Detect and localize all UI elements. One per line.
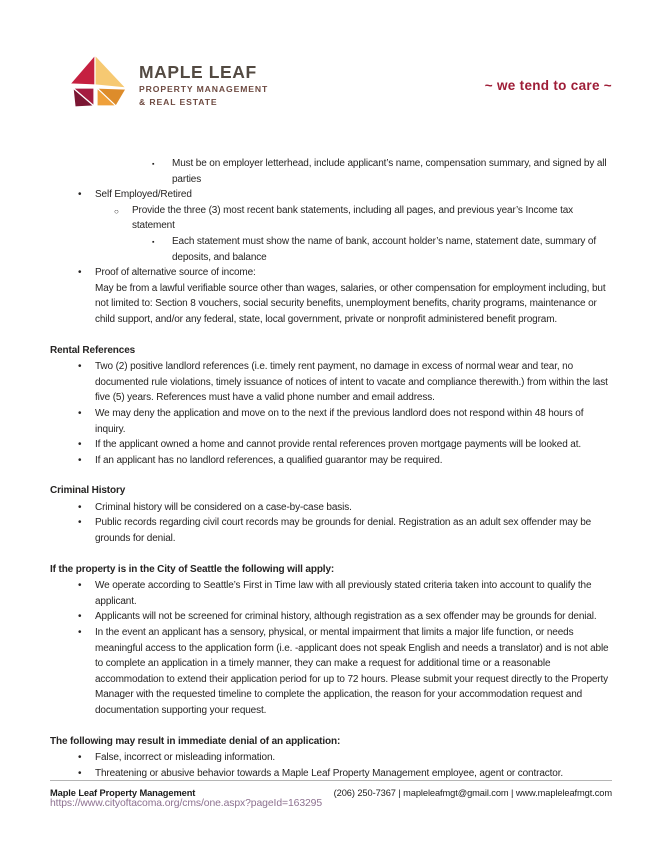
- bullet-item: [50, 609, 612, 625]
- bullet-text: Each statement must show the name of bank, account holder’s name, statement date, summary of deposits, and balance: [172, 235, 597, 263]
- bullet-item: [50, 265, 612, 281]
- bullet-item: [50, 453, 612, 469]
- section: [50, 562, 612, 719]
- bullet-item: [50, 750, 612, 766]
- footer-contact: (206) 250-7367 | mapleleafmgt@gmail.com | www.mapleleafmgt.com: [333, 788, 612, 798]
- logo-subtitle1: PROPERTY MANAGEMENT: [139, 84, 269, 95]
- bullet-text: If the applicant owned a home and cannot provide rental references proven mortgage payments will be looked at.: [95, 439, 582, 451]
- bullet-marker-disc-icon: •: [78, 439, 82, 451]
- section: [50, 734, 612, 782]
- bullet-marker-disc-icon: •: [78, 189, 82, 201]
- bullet-item: [50, 203, 612, 234]
- section-heading: Criminal History: [50, 485, 126, 497]
- letterhead: [0, 0, 650, 118]
- logo: [64, 53, 268, 117]
- bullet-text: Provide the three (3) most recent bank statements, including all pages, and previous year’s Income tax statement: [132, 204, 574, 232]
- page-footer: [50, 780, 612, 798]
- section: [50, 483, 612, 546]
- cityoftacoma-link[interactable]: https://www.cityoftacoma.org/cms/one.aspx?pageId=163295: [50, 798, 323, 810]
- bullet-marker-square-icon: ▪: [152, 161, 155, 168]
- bullet-item: [50, 406, 612, 437]
- bullet-item: [50, 625, 612, 719]
- bullet-text: False, incorrect or misleading information.: [95, 752, 276, 764]
- bullet-marker-disc-icon: •: [78, 501, 82, 513]
- bullet-text: Must be on employer letterhead, include applicant’s name, compensation summary, and signed by all parties: [172, 158, 607, 185]
- logo-title: MAPLE LEAF: [139, 61, 257, 82]
- bullet-item: [50, 578, 612, 609]
- bullet-marker-disc-icon: •: [78, 627, 82, 639]
- bullet-text: Criminal history will be considered on a case-by-case basis.: [95, 501, 352, 513]
- company-tagline: ~ we tend to care ~: [484, 77, 612, 93]
- bullet-marker-disc-icon: •: [78, 580, 82, 592]
- bullet-marker-disc-icon: •: [78, 611, 82, 623]
- logo-roof-left: [70, 55, 95, 85]
- section-heading: If the property is in the City of Seattle the following will apply:: [50, 563, 335, 575]
- bullet-text: Two (2) positive landlord references (i.e. timely rent payment, no damage in excess of normal wear and tear, no documented rule violations, timely issuance of notices of intent to vacate and compliance therewith.) from within the last five (5) years. References must have a valid phone number and email address.: [95, 361, 608, 404]
- document-body: [0, 118, 650, 812]
- bullet-marker-square-icon: ▪: [152, 238, 155, 246]
- bullet-marker-circle-icon: ○: [114, 206, 119, 216]
- logo-roof-right: [95, 55, 126, 88]
- bullet-text: May be from a lawful verifiable source other than wages, salaries, or other compensation for employment including, but not limited to: Section 8 vouchers, social security benefits, unemployment benefits, charity programs, maintenance or child support, and/or any federal, state, local government, private or nonprofit administered benefit program.: [95, 282, 606, 325]
- bullet-marker-disc-icon: •: [78, 517, 82, 529]
- bullet-marker-disc-icon: •: [78, 361, 82, 373]
- bullet-text: Proof of alternative source of income:: [95, 267, 256, 279]
- section: [50, 156, 612, 328]
- bullet-item: [50, 437, 612, 453]
- bullet-item: [50, 515, 612, 546]
- logo-text: [139, 61, 269, 107]
- section-heading: Rental References: [50, 344, 136, 356]
- bullet-marker-disc-icon: •: [78, 752, 82, 764]
- section-heading: The following may result in immediate denial of an application:: [50, 735, 341, 747]
- footer-company-name: Maple Leaf Property Management: [50, 788, 196, 798]
- logo-subtitle2: & REAL ESTATE: [139, 96, 218, 107]
- bullet-text: We operate according to Seattle’s First in Time law with all previously stated criteria taken into account to qualify the applicant.: [95, 580, 592, 607]
- bullet-text: In the event an applicant has a sensory, physical, or mental impairment that limits a major life function, or needs meaningful access to the application form (i.e. -applicant does not speak English and needs a translator) and is not able to complete an application in a timely manner, they can make a request for additional time or a reasonable accommodation to extend their application period for up to 72 hours. Please submit your request directly to the Property Manager with the requested timeline to complete the application, the reason for your accommodation request and documentation supporting your request.: [95, 627, 609, 716]
- bullet-text: Threatening or abusive behavior towards a Maple Leaf Property Management employee, agent or contractor.: [95, 767, 563, 779]
- bullet-marker-disc-icon: •: [78, 407, 82, 419]
- bullet-item: [50, 500, 612, 516]
- bullet-text: We may deny the application and move on to the next if the previous landlord does not respond within 48 hours of inquiry.: [95, 407, 584, 435]
- bullet-item: [50, 187, 612, 203]
- bullet-item: [50, 281, 612, 328]
- bullet-item: [50, 156, 612, 187]
- bullet-marker-disc-icon: •: [78, 267, 82, 279]
- bullet-item: [50, 234, 612, 265]
- sections-container: [50, 156, 612, 781]
- bullet-item: [50, 359, 612, 406]
- bullet-text: Applicants will not be screened for criminal history, although registration as a sex offender may be grounds for denial.: [95, 611, 597, 623]
- bullet-text: Self Employed/Retired: [95, 189, 192, 201]
- bullet-text: If an applicant has no landlord references, a qualified guarantor may be required.: [95, 454, 443, 466]
- bullet-text: Public records regarding civil court records may be grounds for denial. Registration as an adult sex offender may be grounds for denial.: [95, 517, 592, 545]
- house-logo-icon: [64, 53, 130, 117]
- bullet-marker-disc-icon: •: [78, 454, 82, 466]
- bullet-marker-disc-icon: •: [78, 767, 82, 779]
- section: [50, 343, 612, 469]
